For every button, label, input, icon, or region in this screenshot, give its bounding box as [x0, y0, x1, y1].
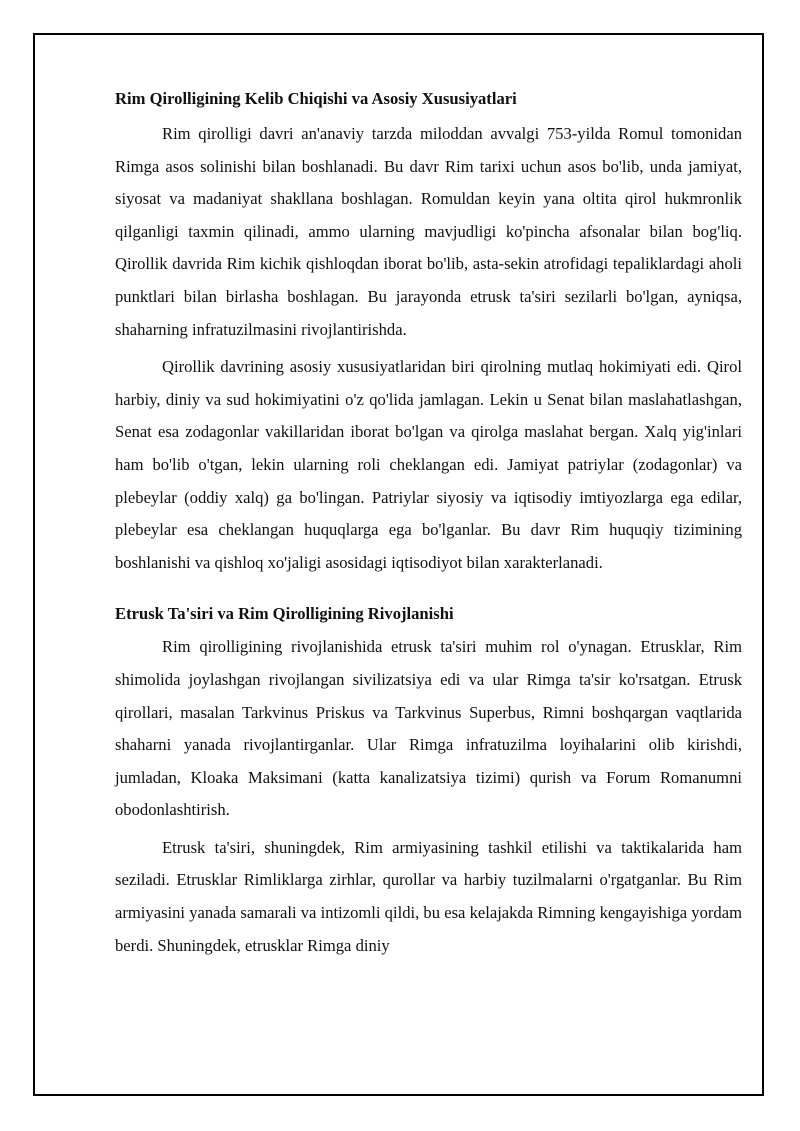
paragraph: Rim qirolligi davri an'anaviy tarzda miloddan avvalgi 753-yilda Romul tomonidan Rimga asos solinishi bilan boshlanadi. Bu davr Rim tarixi uchun asos bo'lib, unda jamiyat, siyosat va madaniyat shakllana boshlagan. Romuldan keyin yana oltita qirol hukmronlik qilganligi taxmin qilinadi, ammo ularning mavjudligi ko'pincha afsonalar bilan bog'liq. Qirollik davrida Rim kichik qishloqdan iborat bo'lib, asta-sekin atrofidagi tepaliklardagi aholi punktlari bilan birlasha boshlagan. Bu jarayonda etrusk ta'siri sezilarli bo'lgan, ayniqsa, shaharning infratuzilmasini rivojlantirishda. [115, 124, 742, 339]
section-heading: Etrusk Ta'siri va Rim Qirolligining Rivojlanishi [115, 604, 454, 624]
paragraph: Rim qirolligining rivojlanishida etrusk ta'siri muhim rol o'ynagan. Etrusklar, Rim shimolida joylashgan rivojlangan sivilizatsiya edi va ular Rimga ta'sir ko'rsatgan. Etrusk qirollari, masalan Tarkvinus Priskus va Tarkvinus Superbus, Rimni boshqargan vaqtlarida shaharni yanada rivojlantirganlar. Ular Rimga infratuzilma loyihalarini olib kirishdi, jumladan, Kloaka Maksimani (katta kanalizatsiya tizimi) qurish va Forum Romanumni obodonlashtirish. [115, 637, 742, 820]
document-body [115, 82, 742, 962]
section-heading: Rim Qirolligining Kelib Chiqishi va Asosiy Xususiyatlari [115, 89, 517, 108]
paragraph: Etrusk ta'siri, shuningdek, Rim armiyasining tashkil etilishi va taktikalarida ham seziladi. Etrusklar Rimliklarga zirhlar, qurollar va harbiy tuzilmalarni o'rgatganlar. Bu Rim armiyasini yanada samarali va intizomli qildi, bu esa kelajakda Rimning kengayishiga yordam berdi. Shuningdek, etrusklar Rimga diniy [115, 837, 742, 955]
paragraph: Qirollik davrining asosiy xususiyatlaridan biri qirolning mutlaq hokimiyati edi. Qirol harbiy, diniy va sud hokimiyatini o'z qo'lida jamlagan. Lekin u Senat bilan maslahatlashgan, Senat esa zodagonlar vakillaridan iborat bo'lgan va qirolga maslahat bergan. Xalq yig'inlari ham bo'lib o'tgan, lekin ularning roli cheklangan edi. Jamiyat patriylar (zodagonlar) va plebeylar (oddiy xalq) ga bo'lingan. Patriylar siyosiy va iqtisodiy imtiyozlarga ega edilar, plebeylar esa cheklangan huquqlarga ega bo'lganlar. Bu davr Rim huquqiy tizimining boshlanishi va qishloq xo'jaligi asosidagi iqtisodiyot bilan xarakterlanadi. [115, 357, 742, 572]
